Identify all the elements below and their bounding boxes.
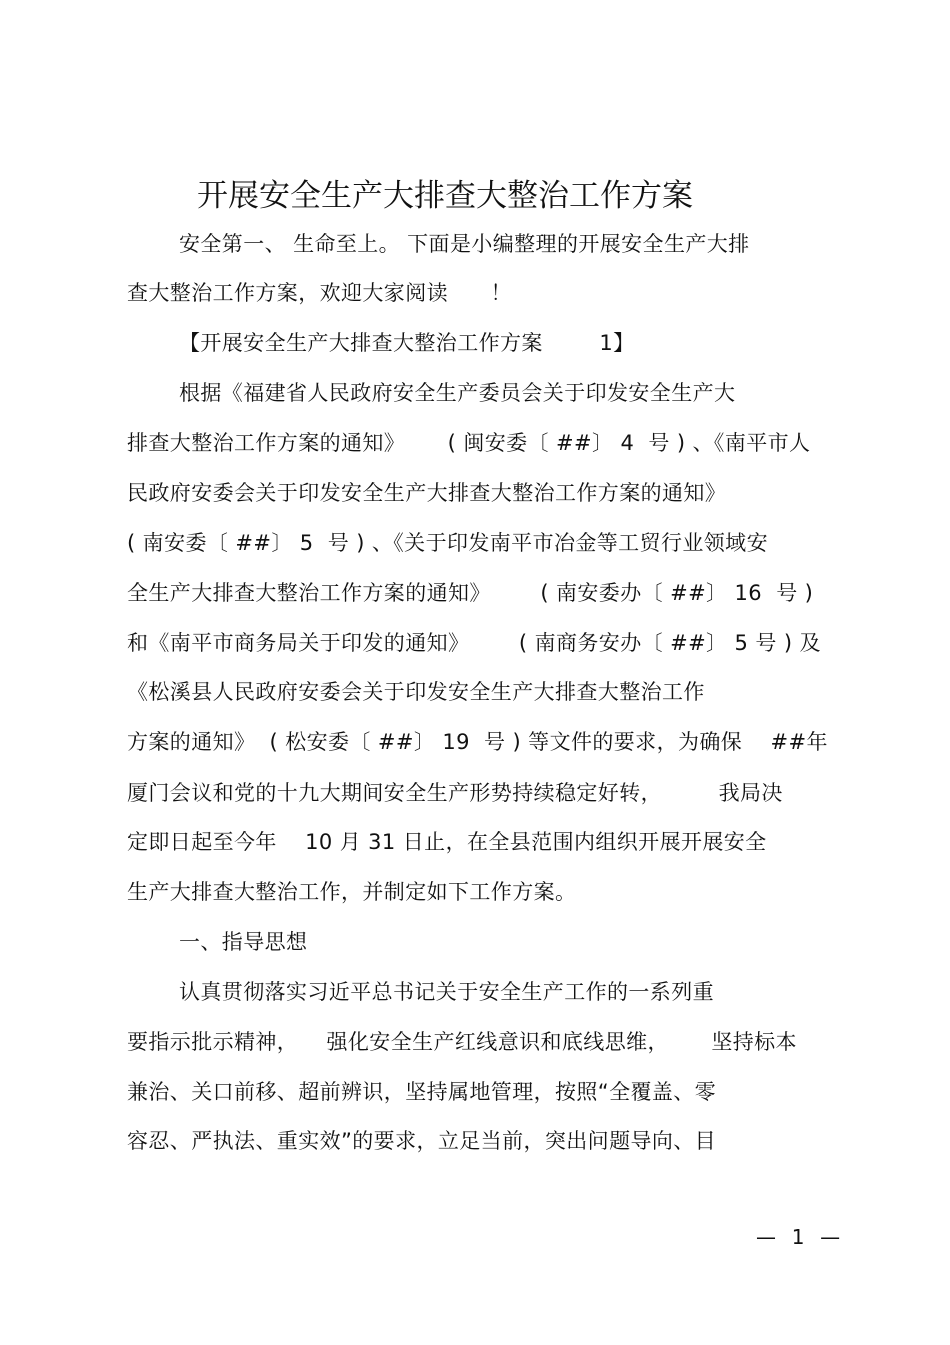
- document-title: 开展安全生产大排查大整治工作方案: [197, 178, 693, 214]
- paragraph-line: 和《南平市商务局关于印发的通知》 ( 南商务安办〔 ##〕 5 号 ) 及: [127, 631, 821, 655]
- paragraph-line: 民政府安委会关于印发安全生产大排查大整治工作方案的通知》: [127, 481, 727, 505]
- paragraph-line: 定即日起至今年 10 月 31 日止，在全县范围内组织开展开展安全: [127, 830, 767, 854]
- paragraph-line: 全生产大排查大整治工作方案的通知》 ( 南安委办〔 ##〕 16 号 ): [127, 581, 814, 605]
- paragraph-line: 要指示批示精神， 强化安全生产红线意识和底线思维， 坚持标本: [127, 1030, 797, 1054]
- paragraph-line: ( 南安委〔 ##〕 5 号 ) 、《关于印发南平市冶金等工贸行业领域安: [127, 531, 768, 555]
- paragraph-line: 生产大排查大整治工作，并制定如下工作方案。: [127, 880, 577, 904]
- section-heading: 一、指导思想: [179, 930, 308, 954]
- paragraph-line: 查大整治工作方案，欢迎大家阅读 ！: [127, 281, 512, 305]
- paragraph-line: 排查大整治工作方案的通知》 ( 闽安委〔 ##〕 4 号 ) 、《南平市人: [127, 431, 811, 455]
- paragraph-line: 认真贯彻落实习近平总书记关于安全生产工作的一系列重: [179, 980, 714, 1004]
- section-heading: 【开展安全生产大排查大整治工作方案 1】: [179, 331, 635, 355]
- paragraph-line: 安全第一、 生命至上。 下面是小编整理的开展安全生产大排: [179, 232, 750, 256]
- paragraph-line: 兼治、关口前移、超前辨识，坚持属地管理，按照“全覆盖、零: [127, 1080, 717, 1104]
- paragraph-line: 容忍、严执法、重实效”的要求，立足当前，突出问题导向、目: [127, 1129, 717, 1153]
- paragraph-line: 《松溪县人民政府安委会关于印发安全生产大排查大整治工作: [127, 680, 705, 704]
- page-number: — 1 —: [756, 1225, 842, 1249]
- paragraph-line: 根据《福建省人民政府安全生产委员会关于印发安全生产大: [179, 381, 736, 405]
- paragraph-line: 厦门会议和党的十九大期间安全生产形势持续稳定好转， 我局决: [127, 781, 783, 805]
- paragraph-line: 方案的通知》 ( 松安委〔 ##〕 19 号 ) 等文件的要求，为确保 ##年: [127, 730, 828, 754]
